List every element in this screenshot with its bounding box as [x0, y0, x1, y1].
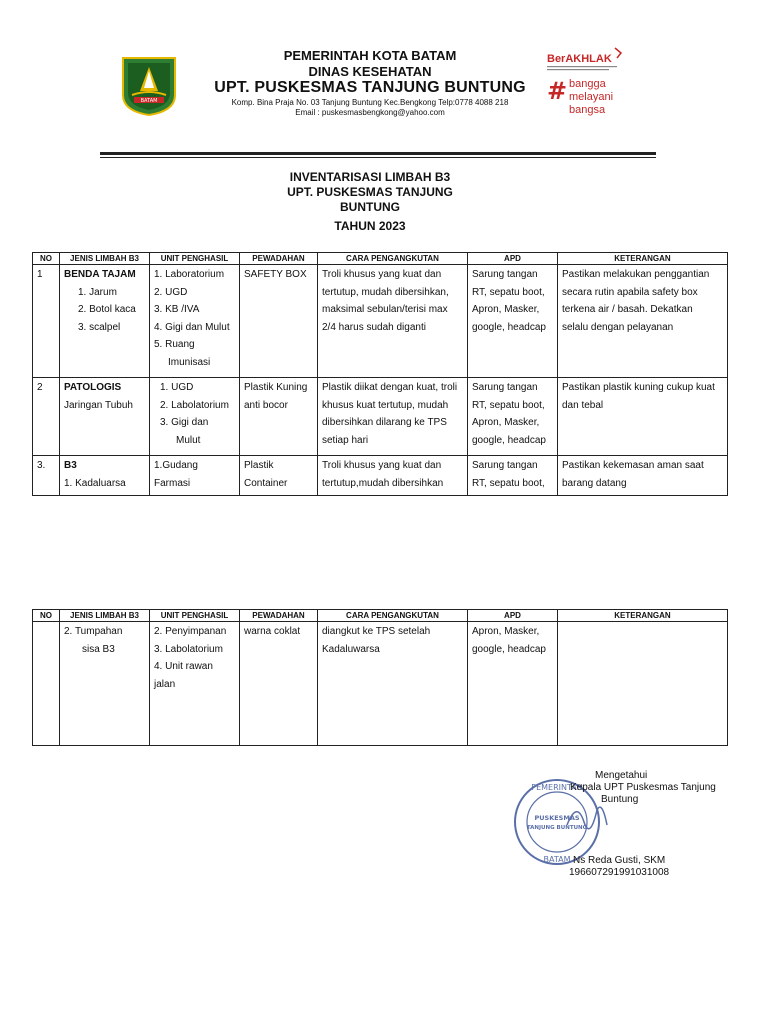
apd-line: Sarung tangan [472, 382, 538, 393]
cara-line: diangkut ke TPS setelah [322, 626, 431, 637]
pewadahan-line: Container [244, 477, 288, 489]
cara-line: tertutup,mudah dibersihkan [322, 477, 444, 489]
jenis-item: Jaringan Tubuh [64, 399, 133, 411]
cell-unit [150, 378, 240, 456]
ket-line: Pastikan melakukan penggantian [562, 269, 710, 280]
col-header-apd: APD [468, 610, 558, 622]
cell-no [33, 622, 60, 746]
cell-jenis [60, 378, 150, 456]
col-header-no: NO [33, 610, 60, 622]
col-header-cara: CARA PENGANGKUTAN [318, 253, 468, 265]
table-header-row [33, 253, 728, 265]
cell-jenis [60, 622, 150, 746]
ket-line: Pastikan kekemasan aman saat [562, 460, 704, 471]
unit-item: 2. UGD [154, 286, 188, 298]
unit-item: 1. Laboratorium [154, 269, 225, 280]
header-address: Komp. Bina Praja No. 03 Tanjung Buntung Kec.Bengkong Telp:0778 4088 218 [231, 98, 509, 107]
cara-line: tertutup, mudah dibersihkan, [322, 286, 449, 298]
cell-unit [150, 456, 240, 496]
col-header-pewadahan: PEWADAHAN [240, 253, 318, 265]
pewadahan-line: Plastik Kuning [244, 382, 308, 393]
cell-unit [150, 265, 240, 378]
city-emblem-icon [120, 55, 178, 117]
cell-cara [318, 378, 468, 456]
cell-no: 1 [33, 265, 60, 378]
cara-line: Kadaluwarsa [322, 643, 380, 655]
unit-item: 3. Labolatorium [154, 643, 223, 655]
apd-line: Apron, Masker, [472, 626, 540, 637]
header-government: PEMERINTAH KOTA BATAM [283, 48, 457, 63]
unit-item: Mulut [176, 434, 201, 446]
ket-line: barang datang [562, 477, 627, 489]
jenis-item: 1. Kadaluarsa [64, 477, 126, 489]
brand-label: BerAKHLAK [547, 53, 612, 65]
header-organization: UPT. PUSKESMAS TANJUNG BUNTUNG [214, 79, 526, 96]
svg-text:PUSKESMAS: PUSKESMAS [534, 814, 580, 822]
waste-inventory-table [32, 252, 728, 496]
cell-apd [468, 622, 558, 746]
jenis-item: 2. Botol kaca [78, 304, 136, 315]
col-header-unit: UNIT PENGHASIL [150, 253, 240, 265]
ket-line: Pastikan plastik kuning cukup kuat [562, 382, 715, 393]
cell-keterangan [558, 378, 728, 456]
tagline-bangsa: bangsa [569, 104, 606, 116]
table-row [33, 456, 728, 496]
tagline-bangga: bangga [569, 78, 606, 90]
col-header-no: NO [33, 253, 60, 265]
unit-item: Farmasi [154, 477, 191, 489]
jenis-item: 2. Tumpahan [64, 626, 123, 637]
cell-jenis [60, 265, 150, 378]
cell-cara [318, 456, 468, 496]
header-divider-thin [100, 157, 656, 158]
unit-item: Imunisasi [168, 356, 211, 368]
jenis-title: B3 [64, 460, 77, 471]
ket-line: dan tebal [562, 399, 604, 411]
svg-text:PEMERINTAH: PEMERINTAH [531, 783, 583, 792]
apd-line: Sarung tangan [472, 269, 538, 280]
col-header-pewadahan: PEWADAHAN [240, 610, 318, 622]
apd-line: RT, sepatu boot, [472, 477, 545, 489]
cell-no: 2 [33, 378, 60, 456]
unit-item: jalan [154, 678, 176, 690]
svg-text:TANJUNG BUNTUNG: TANJUNG BUNTUNG [526, 825, 588, 831]
doc-title-line1: INVENTARISASI LIMBAH B3 [289, 170, 451, 184]
unit-item: 2. Labolatorium [160, 399, 229, 411]
jenis-title: PATOLOGIS [64, 382, 122, 393]
apd-line: google, headcap [472, 321, 546, 333]
unit-item: 3. KB /IVA [154, 304, 200, 315]
cara-line: Troli khusus yang kuat dan [322, 269, 442, 280]
cell-cara [318, 265, 468, 378]
cara-line: Troli khusus yang kuat dan [322, 460, 442, 471]
table-row [33, 378, 728, 456]
jenis-item: sisa B3 [82, 643, 115, 655]
doc-title-line3: BUNTUNG [340, 200, 400, 214]
pewadahan-line: anti bocor [244, 399, 288, 411]
cell-pewadahan [240, 622, 318, 746]
cell-pewadahan [240, 265, 318, 378]
signature-acknowledged: Mengetahui [595, 770, 648, 781]
apd-line: google, headcap [472, 643, 546, 655]
unit-item: 3. Gigi dan [160, 417, 209, 428]
apd-line: Apron, Masker, [472, 304, 540, 315]
ket-line: terkena air / basah. Dekatkan [562, 304, 693, 315]
col-header-apd: APD [468, 253, 558, 265]
signature-nip: 196607291991031008 [569, 867, 670, 878]
pewadahan-line: warna coklat [244, 626, 301, 637]
cell-keterangan [558, 265, 728, 378]
col-header-keterangan: KETERANGAN [558, 610, 728, 622]
cara-line: maksimal sebulan/terisi max [322, 304, 448, 315]
jenis-item: 1. Jarum [78, 286, 117, 298]
cell-apd [468, 378, 558, 456]
cell-apd [468, 456, 558, 496]
cell-cara [318, 622, 468, 746]
pewadahan-line: SAFETY BOX [244, 269, 307, 280]
tagline-melayani: melayani [569, 91, 614, 103]
col-header-keterangan: KETERANGAN [558, 253, 728, 265]
ket-line: secara rutin apabila safety box [562, 286, 698, 298]
apd-line: Apron, Masker, [472, 417, 540, 428]
signature-position-cont: Buntung [601, 794, 639, 805]
doc-title-line2: UPT. PUSKESMAS TANJUNG [287, 185, 453, 199]
jenis-title: BENDA TAJAM [64, 269, 136, 280]
apd-line: google, headcap [472, 434, 546, 446]
cell-keterangan [558, 456, 728, 496]
apd-line: Sarung tangan [472, 460, 538, 471]
berakhlak-logo-icon [545, 44, 630, 124]
col-header-jenis: JENIS LIMBAH B3 [60, 253, 150, 265]
header-department: DINAS KESEHATAN [308, 64, 432, 79]
table-header-row [33, 610, 728, 622]
cell-jenis [60, 456, 150, 496]
unit-item: 1. UGD [160, 382, 194, 393]
cara-line: Plastik diikat dengan kuat, troli [322, 382, 458, 393]
svg-text:BATAM: BATAM [543, 855, 571, 864]
cell-pewadahan [240, 456, 318, 496]
col-header-cara: CARA PENGANGKUTAN [318, 610, 468, 622]
unit-item: 1.Gudang [154, 460, 198, 471]
cell-no: 3. [33, 456, 60, 496]
unit-item: 4. Unit rawan [154, 661, 213, 672]
signature-name: Ns Reda Gusti, SKM [573, 855, 666, 866]
cara-line: 2/4 harus sudah diganti [322, 321, 426, 333]
cara-line: khusus kuat tertutup, mudah [322, 399, 449, 411]
emblem-label: BATAM [140, 98, 158, 104]
jenis-item: 3. scalpel [78, 321, 121, 333]
apd-line: RT, sepatu boot, [472, 286, 545, 298]
cara-line: setiap hari [322, 434, 369, 446]
cell-unit [150, 622, 240, 746]
doc-title-year: TAHUN 2023 [334, 219, 406, 233]
signature-position: Kepala UPT Puskesmas Tanjung [570, 782, 716, 793]
apd-line: RT, sepatu boot, [472, 399, 545, 411]
pewadahan-line: Plastik [244, 460, 274, 471]
unit-item: 4. Gigi dan Mulut [154, 321, 230, 333]
cara-line: dibersihkan dilarang ke TPS [322, 417, 447, 428]
unit-item: 5. Ruang [154, 339, 195, 350]
table-row [33, 265, 728, 378]
header-divider-thick [100, 152, 656, 155]
cell-pewadahan [240, 378, 318, 456]
cell-keterangan [558, 622, 728, 746]
col-header-unit: UNIT PENGHASIL [150, 610, 240, 622]
unit-item: 2. Penyimpanan [154, 626, 227, 637]
table-row [33, 622, 728, 746]
svg-text:#: # [547, 77, 568, 105]
header-email: Email : puskesmasbengkong@yahoo.com [295, 108, 445, 117]
waste-inventory-table-continued [32, 609, 728, 746]
cell-apd [468, 265, 558, 378]
ket-line: selalu dengan pelayanan [562, 321, 674, 333]
col-header-jenis: JENIS LIMBAH B3 [60, 610, 150, 622]
